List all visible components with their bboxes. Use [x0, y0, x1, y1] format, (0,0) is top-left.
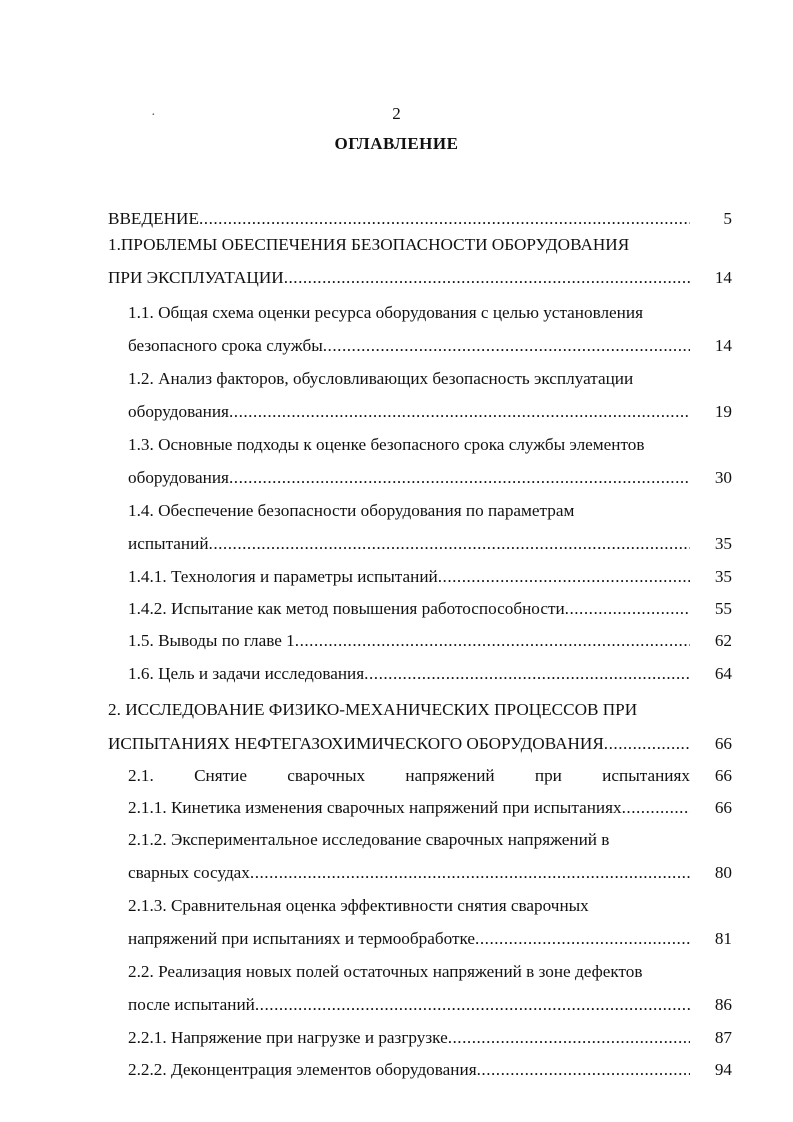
toc-page-number: 94: [714, 1060, 732, 1079]
dot-leader: [475, 922, 690, 955]
toc-entry-text: 2.1.2. Экспериментальное исследование сварочных напряжений в: [128, 830, 610, 849]
toc-page-number: 64: [714, 664, 732, 683]
toc-entry-2-1-3: [108, 889, 732, 955]
toc-entry-text: 1.4.1. Технология и параметры испытаний: [128, 567, 438, 586]
dot-leader: [477, 1054, 690, 1086]
toc-entry-text-cont: ИСПЫТАНИЯХ НЕФТЕГАЗОХИМИЧЕСКОГО ОБОРУДОВАНИЯ: [108, 734, 604, 753]
table-of-contents: [108, 196, 732, 1086]
toc-entry-chapter-1: [108, 229, 732, 294]
page-number: 2: [392, 104, 401, 123]
toc-entry-chapter-2: [108, 693, 732, 760]
toc-page-number: 30: [714, 468, 732, 487]
dot-leader: [448, 1021, 690, 1054]
toc-entry-text: 1.ПРОБЛЕМЫ ОБЕСПЕЧЕНИЯ БЕЗОПАСНОСТИ ОБОРУДОВАНИЯ: [108, 235, 630, 254]
toc-entry-intro: [108, 196, 732, 229]
toc-entry-1-2: [108, 362, 732, 428]
dot-leader: [209, 527, 690, 560]
toc-page-number: 87: [714, 1028, 732, 1047]
dot-leader: [229, 395, 690, 428]
toc-entry-text-cont: оборудования: [128, 402, 229, 421]
toc-entry-text-cont: испытаний: [128, 534, 209, 553]
dot-leader: [250, 856, 690, 889]
toc-entry-text: 2.2.2. Деконцентрация элементов оборудования: [128, 1060, 477, 1079]
toc-entry-1-4: [108, 494, 732, 560]
dot-leader: [284, 261, 690, 294]
toc-entry-2-2-1: [108, 1021, 732, 1054]
toc-entry-text: 2.2. Реализация новых полей остаточных напряжений в зоне дефектов: [128, 962, 643, 981]
dot-leader: [255, 988, 690, 1021]
toc-page-number: 35: [714, 534, 732, 553]
toc-entry-text-cont: напряжений при испытаниях и термообработке: [128, 929, 476, 948]
toc-page-number: 62: [714, 631, 732, 650]
toc-entry-1-4-1: [108, 560, 732, 593]
dot-leader: [295, 625, 690, 657]
toc-page-number: 80: [714, 863, 732, 882]
toc-entry-text: 1.4. Обеспечение безопасности оборудования по параметрам: [128, 501, 575, 520]
toc-entry-1-1: [108, 296, 732, 362]
toc-page-number: 5: [723, 209, 732, 228]
toc-entry-text: 2. ИССЛЕДОВАНИЕ ФИЗИКО-МЕХАНИЧЕСКИХ ПРОЦЕССОВ ПРИ: [108, 700, 638, 719]
toc-entry-1-3: [108, 428, 732, 494]
toc-page-number: 19: [714, 402, 732, 421]
toc-entry-1-6: [108, 657, 732, 690]
scan-speck: ·: [151, 108, 156, 123]
toc-page-number: 14: [714, 336, 732, 355]
toc-entry-2-1-1: [108, 792, 732, 824]
toc-entry-text-cont: безопасного срока службы: [128, 336, 323, 355]
dot-leader: [622, 792, 690, 824]
toc-entry-text-cont: ПРИ ЭКСПЛУАТАЦИИ: [108, 268, 284, 287]
toc-entry-text: 1.1. Общая схема оценки ресурса оборудования с целью установления: [128, 303, 643, 322]
toc-entry-1-5: [108, 625, 732, 657]
toc-page-number: 55: [714, 599, 732, 618]
dot-leader: [229, 461, 690, 494]
toc-entry-text: 1.5. Выводы по главе 1: [128, 631, 295, 650]
toc-entry-text: 2.2.1. Напряжение при нагрузке и разгрузке: [128, 1028, 448, 1047]
toc-entry-2-1: [108, 760, 732, 792]
toc-page-number: 81: [714, 929, 732, 948]
dot-leader: [565, 593, 690, 625]
toc-entry-text: 2.1.1. Кинетика изменения сварочных напряжений при испытаниях: [128, 798, 622, 817]
toc-entry-text: 2.1. Снятие сварочных напряжений при испытаниях: [128, 766, 690, 785]
dot-leader: [323, 329, 690, 362]
toc-entry-text: 1.2. Анализ факторов, обусловливающих безопасность эксплуатации: [128, 369, 634, 388]
toc-entry-text-cont: оборудования: [128, 468, 229, 487]
toc-page-number: 86: [714, 995, 732, 1014]
toc-entry-text: 1.3. Основные подходы к оценке безопасного срока службы элементов: [128, 435, 645, 454]
toc-heading: ОГЛАВЛЕНИЕ: [334, 134, 459, 153]
toc-entry-text-cont: сварных сосудах: [128, 863, 250, 882]
dot-leader: [604, 727, 690, 760]
toc-entry-text: 1.6. Цель и задачи исследования: [128, 664, 365, 683]
toc-page-number: 35: [714, 567, 732, 586]
toc-page-number: 14: [714, 268, 732, 287]
toc-entry-2-2-2: [108, 1054, 732, 1086]
toc-page-number: 66: [714, 734, 732, 753]
toc-entry-text: 2.1.3. Сравнительная оценка эффективности снятия сварочных: [128, 896, 589, 915]
toc-entry-text: ВВЕДЕНИЕ: [108, 209, 199, 228]
toc-entry-text-cont: после испытаний: [128, 995, 255, 1014]
dot-leader: [364, 657, 690, 690]
dot-leader: [438, 560, 690, 593]
toc-page-number: 66: [714, 798, 732, 817]
toc-entry-text: 1.4.2. Испытание как метод повышения работоспособности: [128, 599, 565, 618]
toc-entry-1-4-2: [108, 593, 732, 625]
dot-leader: [199, 209, 690, 229]
toc-entry-2-2: [108, 955, 732, 1021]
toc-entry-2-1-2: [108, 824, 732, 889]
toc-page-number: 66: [714, 766, 732, 785]
